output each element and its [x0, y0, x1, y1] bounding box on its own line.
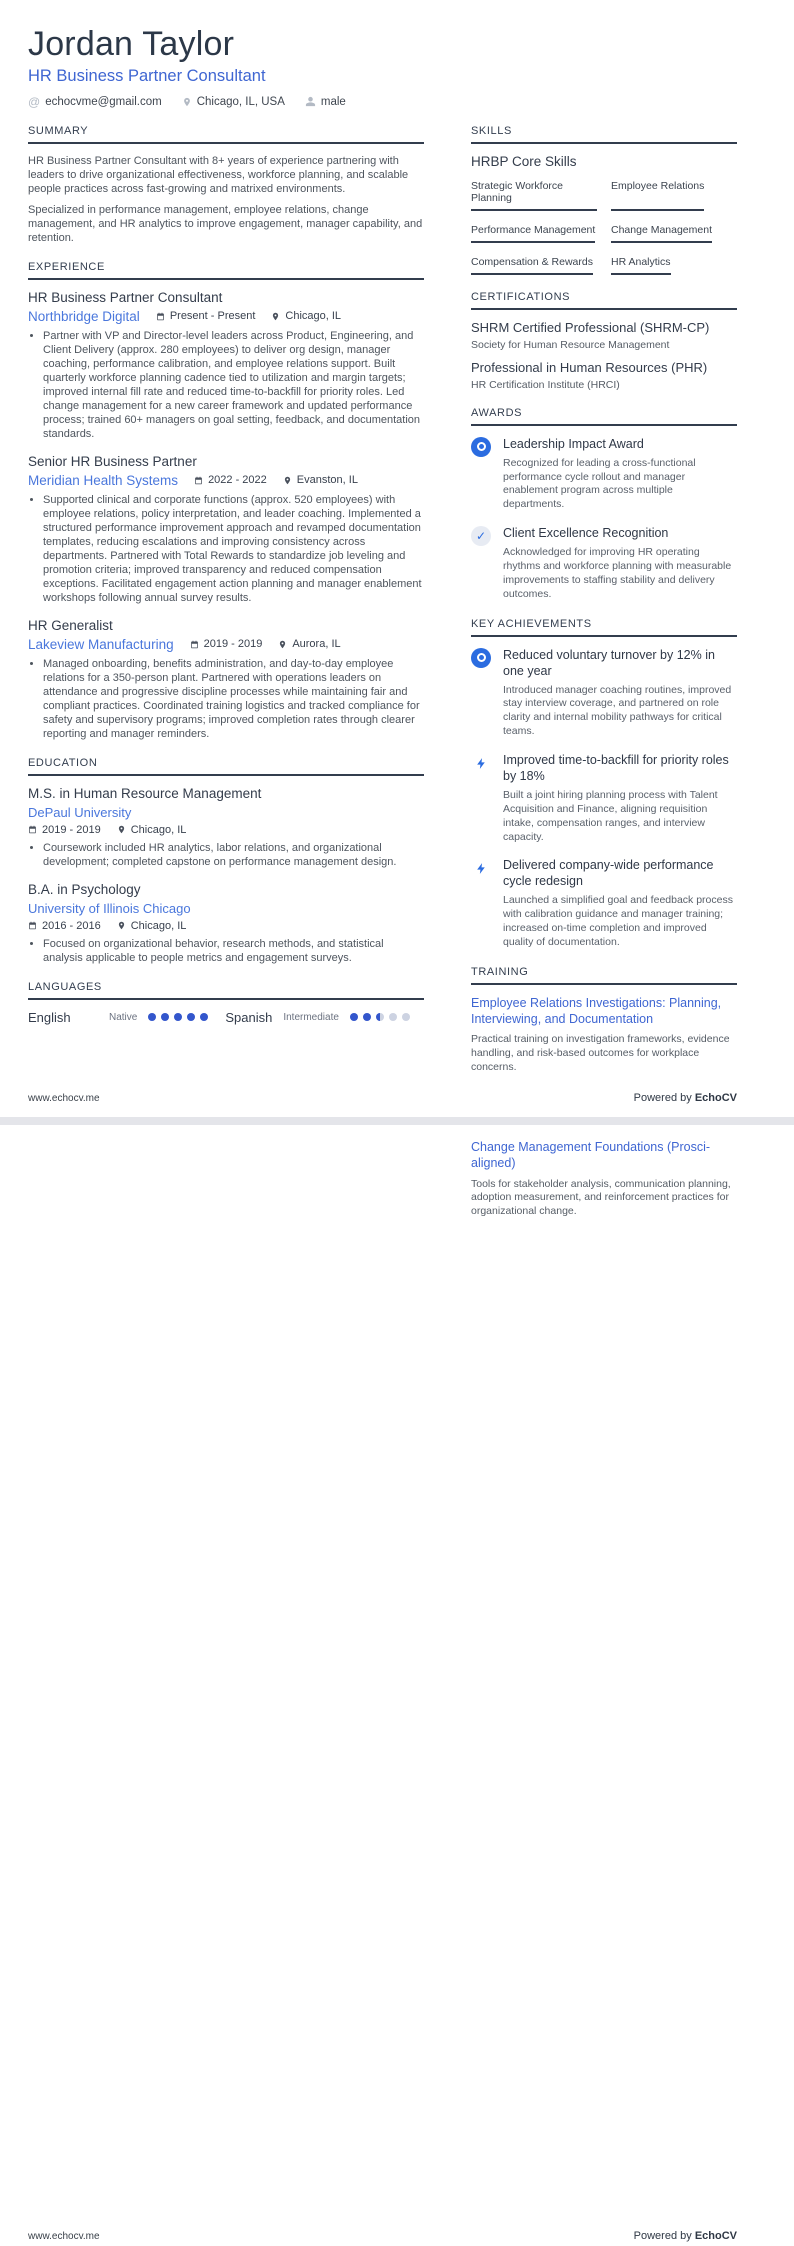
- contact-gender-item: [305, 96, 346, 108]
- education-entry: [28, 882, 424, 965]
- language-level: Intermediate: [283, 1011, 339, 1023]
- skill-item: HR Analytics: [611, 256, 671, 275]
- contact-email: echocvme@gmail.com: [45, 95, 162, 108]
- job-role: Senior HR Business Partner: [28, 453, 197, 469]
- summary-paragraph: HR Business Partner Consultant with 8+ years of experience partnering with leaders to drive organizational effectiveness, workforce planning, and scalable people practices across fast-growing and matrixed environments.: [28, 154, 409, 195]
- languages-row: [28, 1010, 424, 1025]
- award-entry: [471, 436, 737, 512]
- achievement-entry: [471, 647, 737, 739]
- company-link[interactable]: Lakeview Manufacturing: [28, 636, 174, 652]
- resume-page-2: [0, 1125, 794, 2246]
- calendar-icon: [156, 312, 165, 321]
- education-bullets: [28, 937, 424, 965]
- section-experience: [28, 261, 424, 741]
- job-bullet: • Managed onboarding, benefits administration, and day-to-day employee relations for a 350-person plant. Partnered with operations leaders on attendance and progressive discipline processes while maintaining fair and compliant practices. Coordinated training logistics and tracked compliance for safety and supervisory programs; improved completion rates through clearer reporting and manager reminders.: [43, 657, 424, 741]
- education-entry: [28, 786, 424, 869]
- certification-name: SHRM Certified Professional (SHRM-CP): [471, 319, 710, 335]
- training-description: Practical training on investigation frameworks, evidence handling, and risk-based outcomes for workplace concerns.: [471, 1033, 730, 1074]
- powered-by: Powered by EchoCV: [633, 2230, 737, 2242]
- brand-echocv: EchoCV: [694, 2230, 737, 2242]
- certifications-heading: CERTIFICATIONS: [471, 291, 737, 310]
- page-footer: [28, 1092, 737, 1104]
- section-training: [471, 966, 737, 1075]
- job-meta-row: [28, 637, 424, 652]
- job-location-text: Aurora, IL: [292, 638, 341, 651]
- education-location-text: Chicago, IL: [130, 823, 187, 836]
- job-bullets: [28, 329, 424, 441]
- skill-item: Change Management: [611, 224, 712, 243]
- education-location-text: Chicago, IL: [130, 919, 187, 932]
- job-location: [278, 638, 340, 650]
- award-entry: [471, 525, 737, 601]
- education-heading: EDUCATION: [28, 757, 424, 776]
- education-location: [117, 824, 187, 836]
- training-continuation: [471, 1139, 737, 1231]
- pin-icon: [117, 824, 126, 835]
- right-column: [471, 125, 737, 1092]
- training-title-link[interactable]: Employee Relations Investigations: Planning, Interviewing, and Documentation: [471, 995, 722, 1027]
- contact-location: Chicago, IL, USA: [196, 95, 285, 108]
- job-meta-row: [28, 309, 424, 324]
- section-awards: [471, 407, 737, 602]
- job-bullets: [28, 657, 424, 741]
- job-dates: [156, 310, 256, 322]
- person-icon: [305, 96, 316, 107]
- location-icon: [182, 96, 192, 108]
- job-meta-row: [28, 473, 424, 488]
- achievement-entry: [471, 752, 737, 844]
- job-dates: [190, 638, 263, 650]
- job-bullet: • Partner with VP and Director-level leaders across Product, Engineering, and Client Delivery (approx. 280 employees) to deliver org design, manager coaching, performance calibration, and employee relations support. Built quarterly workforce planning cadence tied to utilization and margin targets; improved internal fill rate and reduced time-to-backfill for priority roles. Led change management for a new career framework and updated performance process; trained 60+ managers on goal setting, feedback, and documentation standards.: [43, 329, 424, 441]
- languages-heading: LANGUAGES: [28, 981, 424, 1000]
- achievement-title: Improved time-to-backfill for priority roles by 18%: [503, 753, 729, 784]
- job-dates-text: Present - Present: [169, 310, 256, 323]
- resume-header: [0, 0, 794, 109]
- training-entry: [471, 995, 737, 1075]
- education-meta-row: [28, 824, 424, 836]
- training-entry: [471, 1139, 737, 1219]
- job-location: [271, 310, 341, 322]
- education-location: [117, 920, 187, 932]
- pin-icon: [283, 475, 292, 486]
- skill-item: Compensation & Rewards: [471, 256, 593, 275]
- section-languages: [28, 981, 424, 1025]
- achievement-title: Reduced voluntary turnover by 12% in one year: [503, 647, 715, 678]
- calendar-icon: [28, 921, 37, 930]
- bolt-icon: [471, 753, 491, 773]
- job-role: HR Generalist: [28, 617, 113, 633]
- company-link[interactable]: Meridian Health Systems: [28, 472, 179, 488]
- powered-by: Powered by EchoCV: [633, 1092, 737, 1104]
- skill-item: Strategic Workforce Planning: [471, 180, 597, 211]
- education-meta-row: [28, 920, 424, 932]
- language-name: Spanish: [225, 1009, 273, 1025]
- medal-icon: [471, 437, 491, 457]
- skills-grid: [471, 180, 737, 275]
- bolt-icon: [471, 858, 491, 878]
- job-dates: [194, 474, 267, 486]
- achievement-title: Delivered company-wide performance cycle redesign: [503, 858, 714, 889]
- education-dates: [28, 824, 101, 836]
- company-link[interactable]: Northbridge Digital: [28, 308, 140, 324]
- summary-heading: SUMMARY: [28, 125, 424, 144]
- skills-heading: SKILLS: [471, 125, 737, 144]
- contact-location-item: [182, 96, 285, 108]
- language-proficiency-dots: [350, 1013, 410, 1021]
- certification-issuer: Society for Human Resource Management: [471, 338, 670, 351]
- calendar-icon: [194, 476, 203, 485]
- degree: B.A. in Psychology: [28, 881, 141, 897]
- resume-page-1: [0, 0, 794, 1117]
- language-name: English: [28, 1009, 71, 1025]
- section-key-achievements: [471, 618, 737, 950]
- school-link[interactable]: DePaul University: [28, 804, 132, 820]
- awards-heading: AWARDS: [471, 407, 737, 426]
- brand-echocv: EchoCV: [694, 1092, 737, 1104]
- achievement-description: Built a joint hiring planning process with Talent Acquisition and Finance, aligning requisition intake, compensation ranges, and interview capacity.: [503, 789, 718, 843]
- education-dates-text: 2019 - 2019: [42, 823, 101, 836]
- education-dates: [28, 920, 101, 932]
- summary-paragraph: Specialized in performance management, employee relations, change management, and HR analytics to improve engagement, manager capability, and retention.: [28, 203, 423, 244]
- calendar-icon: [190, 640, 199, 649]
- training-heading: TRAINING: [471, 966, 737, 985]
- award-description: Recognized for leading a cross-functional performance cycle rollout and manager enablement program across multiple departments.: [503, 456, 696, 511]
- job-dates-text: 2022 - 2022: [208, 474, 267, 487]
- contact-email-item: [28, 95, 162, 109]
- education-bullets: [28, 841, 424, 869]
- website-link[interactable]: www.echocv.me: [28, 1092, 100, 1104]
- section-certifications: [471, 291, 737, 391]
- key-achievements-heading: KEY ACHIEVEMENTS: [471, 618, 737, 637]
- award-description: Acknowledged for improving HR operating rhythms and workforce planning with measurable improvements to staffing stability and delivery outcomes.: [503, 546, 732, 600]
- page-footer: [28, 2230, 737, 2242]
- job-dates-text: 2019 - 2019: [203, 638, 263, 651]
- target-icon: [471, 648, 491, 668]
- calendar-icon: [28, 825, 37, 834]
- certification-issuer: HR Certification Institute (HRCI): [471, 378, 620, 391]
- job-role: HR Business Partner Consultant: [28, 289, 223, 305]
- job-bullet: • Supported clinical and corporate functions (approx. 520 employees) with employee relations, policy interpretation, and leader coaching. Implemented a structured performance improvement approach and revamped documentation templates, reducing escalations and improving consistency across departments. Partnered with Total Rewards to standardize job leveling and promotion criteria; improved transparency and reduced compensation exceptions. Facilitated engagement action planning and manager enablement workshops following annual survey results.: [43, 493, 424, 605]
- page-separator: [0, 1117, 794, 1125]
- education-bullet: • Coursework included HR analytics, labor relations, and organizational development; completed capstone on performance management design.: [43, 841, 424, 869]
- website-link[interactable]: www.echocv.me: [28, 2230, 100, 2242]
- pin-icon: [271, 311, 280, 322]
- certification-name: Professional in Human Resources (PHR): [471, 359, 708, 375]
- training-title-link[interactable]: Change Management Foundations (Prosci-aligned): [471, 1140, 711, 1171]
- email-icon: @: [28, 94, 41, 109]
- job-location-text: Chicago, IL: [285, 310, 342, 323]
- achievement-description: Introduced manager coaching routines, improved stay interview coverage, and partnered on role clarity and internal mobility pathways for critical teams.: [503, 683, 732, 738]
- pin-icon: [117, 920, 126, 931]
- section-summary: [28, 125, 424, 245]
- degree: M.S. in Human Resource Management: [28, 785, 262, 801]
- job-bullets: [28, 493, 424, 605]
- education-dates-text: 2016 - 2016: [42, 919, 101, 932]
- job-location-text: Evanston, IL: [296, 474, 358, 487]
- education-bullet: • Focused on organizational behavior, research methods, and statistical analysis applicable to people metrics and engagement surveys.: [43, 937, 424, 965]
- award-title: Leadership Impact Award: [503, 436, 644, 451]
- pin-icon: [278, 639, 287, 650]
- achievement-description: Launched a simplified goal and feedback process with calibration guidance and manager training; increased on-time completion and improved quality of documentation.: [503, 894, 733, 949]
- experience-entry: [28, 290, 424, 441]
- certification-entry: [471, 320, 737, 351]
- training-description: Tools for stakeholder analysis, communication planning, adoption measurement, and reinforcement practices for organizational change.: [471, 1177, 731, 1218]
- resume-body: [0, 109, 794, 1092]
- school-link[interactable]: University of Illinois Chicago: [28, 900, 191, 916]
- skill-item: Employee Relations: [611, 180, 704, 211]
- language-proficiency-dots: [148, 1013, 208, 1021]
- skill-item: Performance Management: [471, 224, 595, 243]
- candidate-name: Jordan Taylor: [28, 25, 235, 63]
- skills-group-title: HRBP Core Skills: [471, 153, 577, 169]
- left-column: [28, 125, 424, 1092]
- certification-entry: [471, 360, 737, 391]
- contact-row: [28, 95, 737, 109]
- job-location: [283, 474, 358, 486]
- experience-entry: [28, 454, 424, 605]
- candidate-title: HR Business Partner Consultant: [28, 66, 266, 85]
- achievement-entry: [471, 857, 737, 949]
- award-title: Client Excellence Recognition: [503, 526, 669, 541]
- language-level: Native: [109, 1011, 138, 1023]
- experience-entry: [28, 618, 424, 741]
- check-icon: ✓: [471, 526, 491, 546]
- contact-gender: male: [320, 95, 346, 108]
- experience-heading: EXPERIENCE: [28, 261, 424, 280]
- section-education: [28, 757, 424, 965]
- section-skills: [471, 125, 737, 275]
